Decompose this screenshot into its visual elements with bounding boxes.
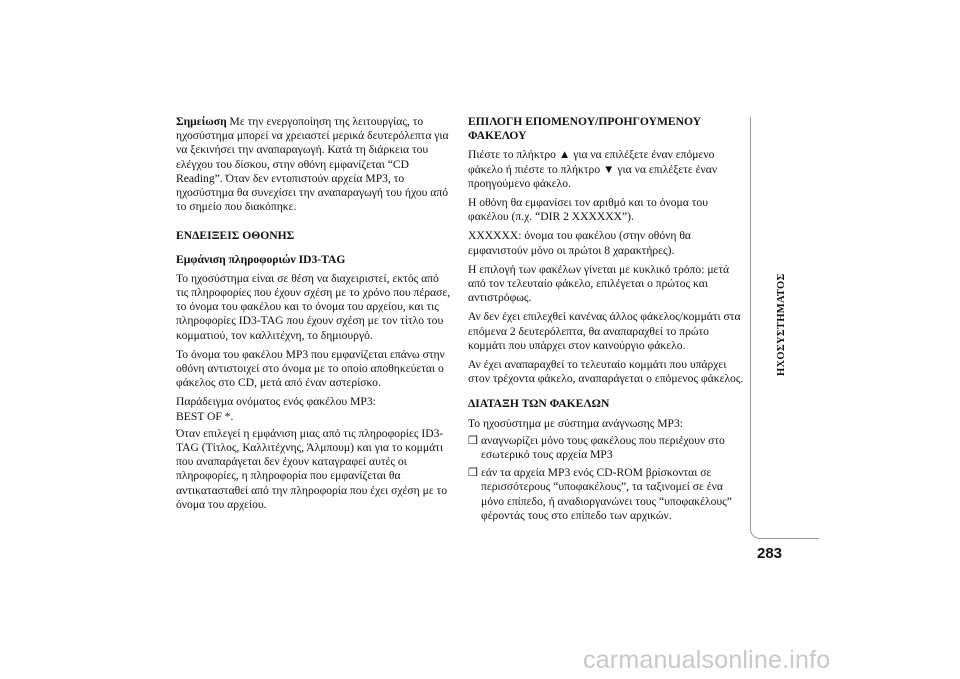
paragraph-press: Πιέστε το πλήκτρο ▲ για να επιλέξετε έναν επόμενο φάκελο ή πιέστε το πλήκτρο ▼ για να επιλέξετε έναν προηγούμενο φάκελο. [468, 148, 718, 190]
note-text: Με την ενεργοποίηση της λειτουργίας, το ηχοσύστημα μπορεί να χρειαστεί μερικά δευτερόλεπτα για να ξεκινήσει την αναπαραγωγή. Κατά τη διάρκεια του ελέγχου του δίσκου, στην οθόνη εμφανίζεται “CD Reading”. Όταν δεν εντοπιστούν αρχεία MP3, το ηχοσύστημα θα συνεχίσει την αναπαραγωγή του ήχου από το σημείο που διακόπηκε. [176, 115, 449, 214]
bullet-text: αναγνωρίζει μόνο τους φακέλους που περιέχουν στο εσωτερικό τους αρχεία MP3 [481, 433, 725, 462]
page-number: 283 [757, 545, 783, 562]
right-column [468, 115, 744, 527]
heading-arrangement: ΔΙΑΤΑΞΗ ΤΩΝ ΦΑΚΕΛΩΝ [468, 397, 610, 411]
heading-display: ΕΝΔΕΙΞΕΙΣ ΟΘΟΝΗΣ [176, 229, 295, 243]
paragraph-xxx: XXXXXX: όνομα του φακέλου (στην οθόνη θα εμφανιστούν μόνο οι πρώτοι 8 χαρακτήρες). [468, 229, 691, 257]
checkbox-bullet-icon: ❒ [468, 434, 478, 447]
paragraph-id3: Το ηχοσύστημα είναι σε θέση να διαχειριστεί, εκτός από τις πληροφορίες που έχουν σχέση με το χρόνο που πέρασε, το όνομα του φακέλου και το όνομα του αρχείου, και τις πληροφορίες ID3-TAG που έχουν σχέση με τον τίτλο του κομματιού, τον καλλιτέχνη, το δημιουργό. [176, 271, 451, 342]
up-arrow-icon: ▲ [558, 148, 571, 162]
paragraph-select: Όταν επιλεγεί η εμφάνιση μιας από τις πληροφορίες ID3-TAG (Τίτλος, Καλλιτέχνης, Άλμπουμ) και για το κομμάτι που αναπαράγεται δεν έχουν καταγραφεί αυτές οι πληροφορίες, η πληροφορία που εμφανίζεται θα αντικατασταθεί από την πληροφορία που έχει σχέση με το όνομα του αρχείου. [176, 426, 448, 511]
subheading-id3: Εμφάνιση πληροφοριών ID3-TAG [176, 252, 346, 266]
left-column [176, 115, 454, 517]
list-item [468, 434, 744, 462]
paragraph-screen: Η οθόνη θα εμφανίσει τον αριθμό και το όνομα του φακέλου (π.χ. “DIR 2 XXXXXX”). [468, 196, 708, 224]
note-label: Σημείωση [176, 115, 227, 128]
down-arrow-icon: ▼ [603, 162, 615, 176]
paragraph-last: Αν έχει αναπαραχθεί το τελευταίο κομμάτι που υπάρχει στον τρέχοντα φάκελο, αναπαράγεται ο επόμενος φάκελος. [468, 358, 744, 386]
paragraph-system: Το ηχοσύστημα με σύστημα ανάγνωσης MP3: [468, 416, 683, 430]
paragraph-example: Παράδειγμα ονόματος ενός φακέλου MP3: BEST OF *. [176, 395, 376, 423]
paragraph-folder: Το όνομα του φακέλου MP3 που εμφανίζεται επάνω στην οθόνη αντιστοιχεί στο όνομα με το οποίο αποθηκεύεται ο φάκελος στο CD, μετά από έναν αστερίσκο. [176, 347, 445, 390]
list-item [468, 466, 744, 523]
paragraph-cyclic: Η επιλογή των φακέλων γίνεται με κυκλικό τρόπο: μετά από τον τελευταίο φάκελο, επιλέγεται ο πρώτος και αντιστρόφως. [468, 262, 730, 305]
checkbox-bullet-icon: ❒ [468, 467, 478, 480]
bullet-text: εάν τα αρχεία MP3 ενός CD-ROM βρίσκονται σε περισσότερους “υποφακέλους”, τα ταξινομεί σε ένα μόνο επίπεδο, ή αναδιοργανώνει τους “υποφακέλους” φέροντάς τους στο επίπεδο των αρχικών. [481, 466, 732, 522]
note-paragraph [176, 115, 454, 214]
heading-next-prev: ΕΠΙΛΟΓΗ ΕΠΟΜΕΝΟΥ/ΠΡΟΗΓΟΥΜΕΝΟΥ ΦΑΚΕΛΟΥ [468, 115, 702, 143]
watermark: carmanualsonline.info [583, 646, 831, 674]
paragraph-no-folder: Αν δεν έχει επιλεχθεί κανένας άλλος φάκελος/κομμάτι στα επόμενα 2 δευτερόλεπτα, θα αναπαραχθεί το πρώτο κομμάτι που υπάρχει στον καινούργιο φάκελο. [468, 310, 741, 352]
side-section-title: ΗΧΟΣΥΣΤΗΜΑΤΟΣ [776, 273, 787, 377]
